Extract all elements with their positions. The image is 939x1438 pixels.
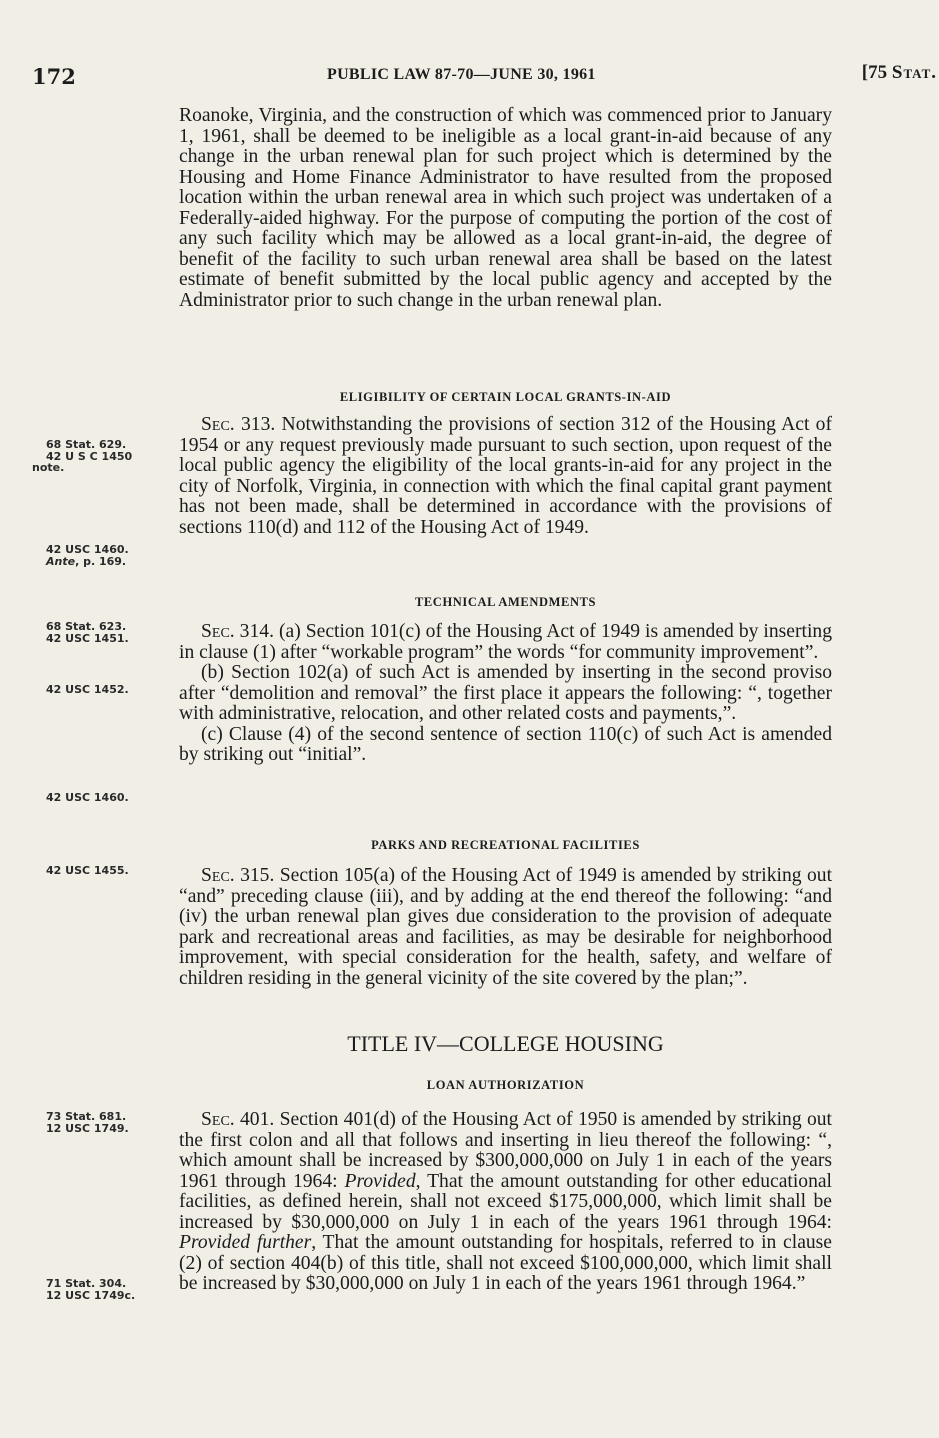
sec401-paragraph (179, 1110, 832, 1295)
intro-text: Roanoke, Virginia, and the construction of which was commenced prior to January 1, 1961, shall be deemed to be ineligible as a local grant-in-aid because of any change in the urban renewal plan for such project which is determined by the Housing and Home Finance Administrator to have resulted from the proposed location within the urban renewal area in which such project was undertaken of a Federally-aided highway. For the purpose of computing the portion of the cost of any such facility which may be allowed as a local grant-in-aid, the degree of benefit of the facility to such urban renewal area shall be based on the latest estimate of benefit submitted by the local public agency and accepted by the Administrator prior to such change in the urban renewal plan. (179, 105, 832, 311)
margin-note-line: 42 USC 1455. (46, 864, 129, 877)
margin-note-line: 68 Stat. 623. (46, 620, 127, 633)
page-header (32, 58, 937, 89)
margin-note-line: 73 Stat. 681. (46, 1110, 127, 1123)
sec401-text-2: , That the amount outstanding for other educational facilities, as defined herein, shall not exceed $175,000,000, which limit shall be increased by $30,000,000 on July 1 in each of the years 1961 through 1964: (179, 1170, 833, 1233)
sec401-label: Sec. 401. (201, 1109, 275, 1130)
title-iv: TITLE IV—COLLEGE HOUSING (347, 1031, 664, 1056)
page-number: 172 (32, 64, 76, 89)
sec315-label: Sec. 315. (201, 865, 275, 886)
sec401-text-1: Section 401(d) of the Housing Act of 1950 is amended by striking out the first colon and all that follows and inserting in lieu thereof the following: “, which amount shall be increased by $300,000,000 on July 1 in each of the years 1961 through 1964: (179, 1109, 833, 1192)
sec401-text-3: , That the amount outstanding for hospitals, referred to in clause (2) of section 404(b) of this title, shall not exceed $100,000,000, which limit shall be increased by $30,000,000 on July 1 in each of the years 1961 through 1964.” (179, 1232, 833, 1294)
margin-note-3 (46, 621, 171, 644)
margin-note-4 (46, 684, 171, 696)
margin-note-line: 12 USC 1749. (46, 1121, 129, 1135)
margin-note-2 (46, 544, 171, 567)
margin-note-line: 42 USC 1460. (46, 791, 129, 804)
volume-reference (862, 62, 937, 84)
margin-note-6 (46, 865, 171, 877)
margin-note-7 (46, 1111, 171, 1134)
margin-note-line: 68 Stat. 629. (46, 438, 127, 451)
margin-note-line: 42 USC 1460. (46, 543, 129, 556)
sec314-paragraphs (179, 622, 832, 766)
margin-note-line: 12 USC 1749c. (46, 1288, 136, 1302)
margin-note-rest: , p. 169. (75, 554, 127, 568)
running-title: PUBLIC LAW 87-70—JUNE 30, 1961 (327, 66, 596, 83)
volume-suffix: Stat. (891, 62, 937, 83)
margin-note-line: note. (32, 461, 65, 474)
margin-note-line: 42 USC 1451. (46, 631, 129, 645)
margin-note-5 (46, 792, 171, 804)
sec313-label: Sec. 313. (201, 414, 276, 435)
sec315-paragraph (179, 866, 832, 989)
intro-paragraph (179, 106, 832, 311)
margin-note-1 (32, 438, 171, 474)
sec315-heading: PARKS AND RECREATIONAL FACILITIES (371, 838, 640, 852)
margin-note-line: 42 USC 1452. (46, 683, 129, 696)
volume-prefix: [75 (861, 62, 892, 83)
margin-note-line (46, 556, 171, 568)
sec314-label: Sec. 314. (201, 621, 274, 642)
sec401-proviso-2: Provided further (179, 1232, 312, 1253)
margin-note-italic: Ante (46, 554, 76, 568)
sec314-heading: TECHNICAL AMENDMENTS (414, 595, 597, 609)
loan-authorization-heading: LOAN AUTHORIZATION (426, 1078, 585, 1092)
sec313-text: Notwithstanding the provisions of section 312 of the Housing Act of 1954 or any request previously made pursuant to such section, upon request of the local public agency the eligibility of the local grants-in-aid for any project in the city of Norfolk, Virginia, in connection with which the final capital grant payment has not been made, shall be determined in accordance with the provisions of sections 110(d) and 112 of the Housing Act of 1949. (179, 414, 833, 538)
sec315-text: Section 105(a) of the Housing Act of 1949 is amended by striking out “and” preceding clause (iii), and by adding at the end thereof the following: “and (iv) the urban renewal plan gives due consideration to the provision of adequate park and recreational areas and facilities, as may be desirable for neighborhood improvement, with special consideration for the health, safety, and welfare of children residing in the general vicinity of the site covered by the plan;”. (179, 865, 833, 989)
margin-note-8 (46, 1278, 171, 1301)
sec313-paragraph (179, 415, 832, 538)
margin-note-line: 42 U S C 1450 (46, 449, 133, 463)
sec314-a-text: (a) Section 101(c) of the Housing Act of 1949 is amended by inserting in clause (1) after “workable program” the words “for community improvement”. (179, 621, 833, 663)
margin-note-line: 71 Stat. 304. (46, 1277, 127, 1290)
sec401-proviso-1: Provided (344, 1170, 416, 1192)
sec314-c-text: (c) Clause (4) of the second sentence of section 110(c) of such Act is amended by striking out “initial”. (179, 723, 832, 765)
sec313-heading: ELIGIBILITY OF CERTAIN LOCAL GRANTS-IN-AID (339, 390, 672, 404)
sec314-b-text: (b) Section 102(a) of such Act is amended by inserting in the second proviso after “demolition and removal” the first place it appears the following: “, together with administrative, relocation, and other related costs and payments,”. (179, 662, 832, 724)
